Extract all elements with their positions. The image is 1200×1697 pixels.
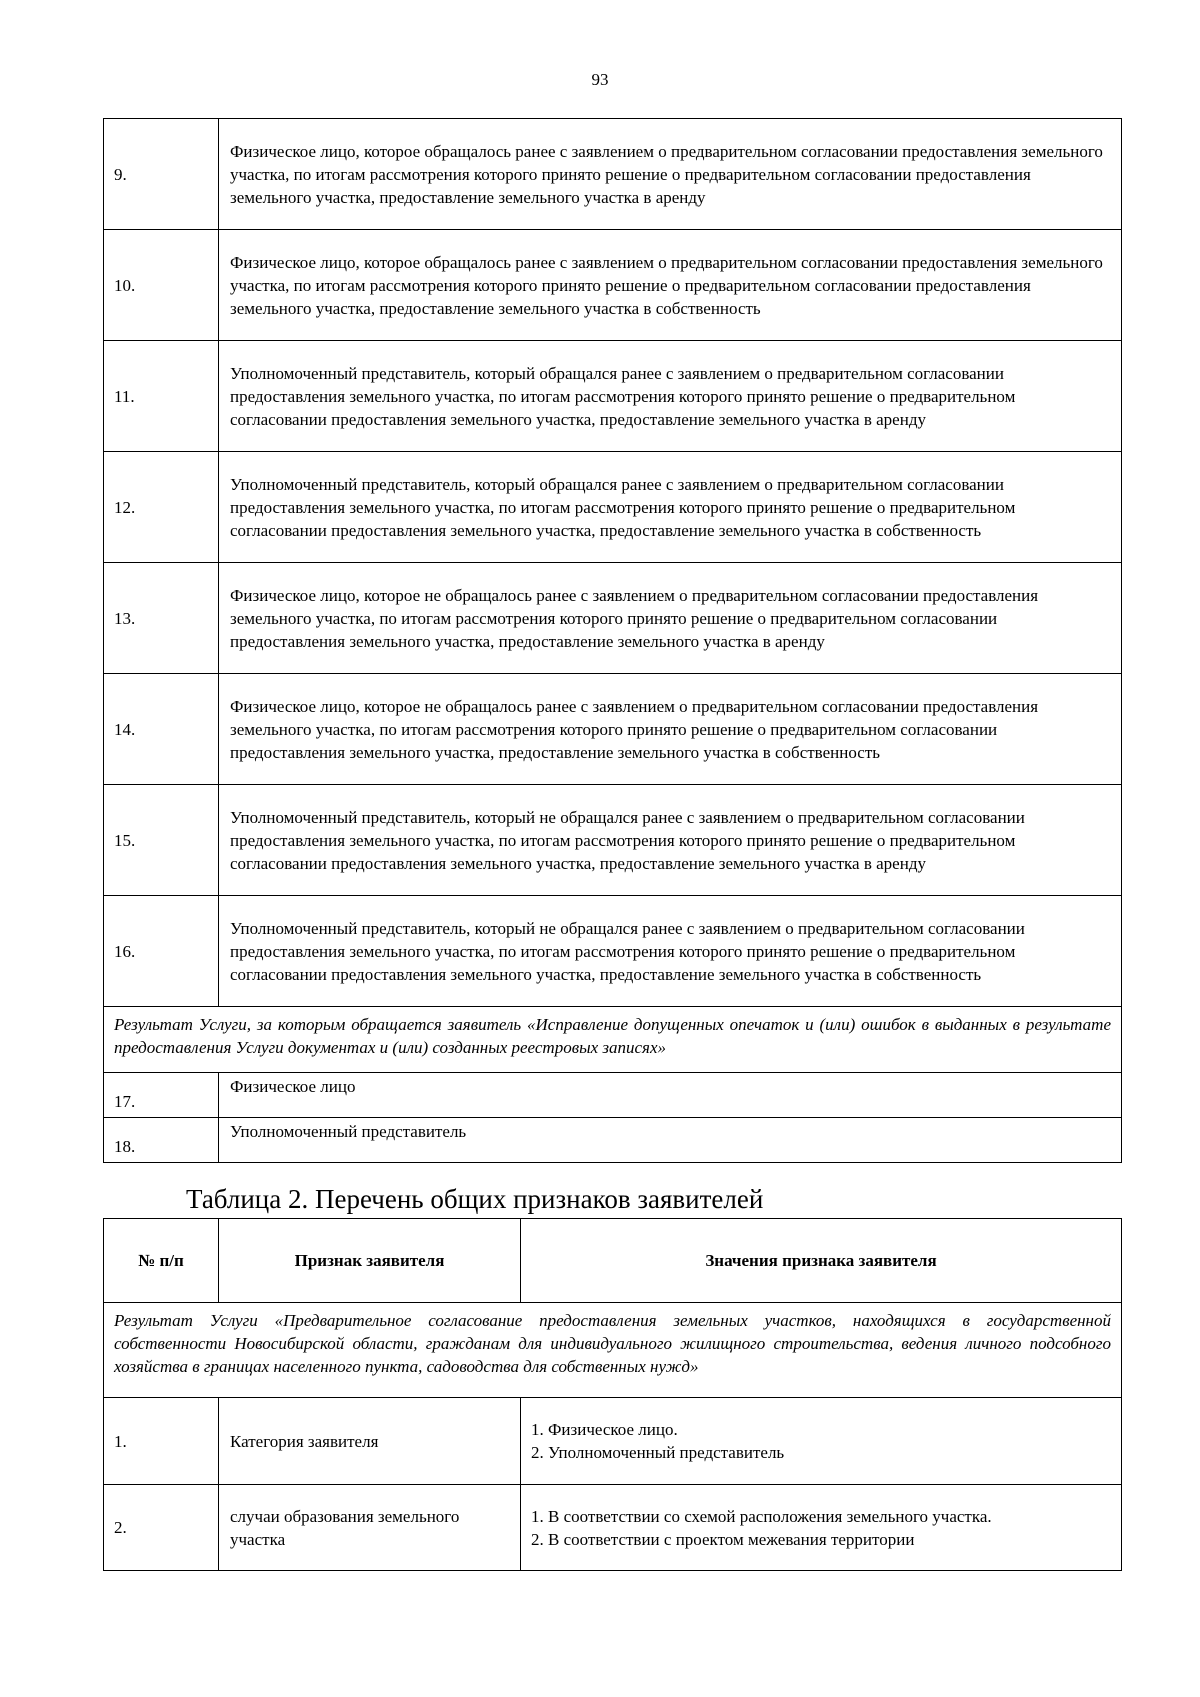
row-description: Физическое лицо, которое не обращалось ранее с заявлением о предварительном согласовании предоставления земельного участка, по итогам рассмотрения которого принято решение о предварительном согласовании предоставления земельного участка, предоставление земельного участка в собственность [219,674,1122,785]
table-row [104,119,1122,230]
table-row [104,230,1122,341]
row-number: 14. [104,674,219,785]
row-description: Физическое лицо, которое обращалось ранее с заявлением о предварительном согласовании предоставления земельного участка, по итогам рассмотрения которого принято решение о предварительном согласовании предоставления земельного участка, предоставление земельного участка в аренду [219,119,1122,230]
table-row [104,1118,1122,1163]
column-header-number: № п/п [104,1219,219,1303]
section-row [104,1303,1122,1398]
row-number: 10. [104,230,219,341]
attribute-value: 1. В соответствии со схемой расположения земельного участка. [531,1506,992,1526]
row-number: 18. [104,1118,219,1163]
row-number: 12. [104,452,219,563]
row-description: Физическое лицо, которое обращалось ранее с заявлением о предварительном согласовании предоставления земельного участка, по итогам рассмотрения которого принято решение о предварительном согласовании предоставления земельного участка, предоставление земельного участка в собственность [219,230,1122,341]
column-header-attribute: Признак заявителя [219,1219,521,1303]
section-result-title: Результат Услуги, за которым обращается заявитель «Исправление допущенных опечаток и (или) ошибок в выданных в результате предоставления Услуги документах и (или) созданных реестровых записях» [104,1007,1122,1073]
row-description: Уполномоченный представитель, который обращался ранее с заявлением о предварительном согласовании предоставления земельного участка, по итогам рассмотрения которого принято решение о предварительном согласовании предоставления земельного участка, предоставление земельного участка в собственность [219,452,1122,563]
applicants-table-continued [103,118,1122,1163]
row-description: Физическое лицо, которое не обращалось ранее с заявлением о предварительном согласовании предоставления земельного участка, по итогам рассмотрения которого принято решение о предварительном согласовании предоставления земельного участка, предоставление земельного участка в аренду [219,563,1122,674]
row-number: 15. [104,785,219,896]
row-number: 11. [104,341,219,452]
attribute-name: случаи образования земельного участка [219,1485,521,1571]
row-number: 13. [104,563,219,674]
row-number: 9. [104,119,219,230]
row-number: 1. [104,1398,219,1485]
section-row [104,1007,1122,1073]
table-row [104,341,1122,452]
table-row [104,785,1122,896]
attribute-name: Категория заявителя [219,1398,521,1485]
table-header-row [104,1219,1122,1303]
table-row [104,452,1122,563]
row-description: Уполномоченный представитель [219,1118,1122,1163]
row-description: Уполномоченный представитель, который не обращался ранее с заявлением о предварительном согласовании предоставления земельного участка, по итогам рассмотрения которого принято решение о предварительном согласовании предоставления земельного участка, предоставление земельного участка в аренду [219,785,1122,896]
applicant-attributes-table [103,1218,1122,1571]
column-header-values: Значения признака заявителя [521,1219,1122,1303]
row-number: 17. [104,1073,219,1118]
page-number: 93 [591,70,609,89]
section-result-title: Результат Услуги «Предварительное согласование предоставления земельных участков, находящихся в государственной собственности Новосибирской области, гражданам для индивидуального жилищного строительства, ведения личного подсобного хозяйства в границах населенного пункта, садоводства для собственных нужд» [104,1303,1122,1398]
attribute-value: 2. Уполномоченный представитель [531,1443,785,1462]
table2-title: Таблица 2. Перечень общих признаков заявителей [186,1184,764,1214]
attribute-value: 1. Физическое лицо. [531,1420,678,1439]
attribute-value: 2. В соответствии с проектом межевания территории [531,1529,915,1549]
row-number: 16. [104,896,219,1007]
row-description: Уполномоченный представитель, который обращался ранее с заявлением о предварительном согласовании предоставления земельного участка, по итогам рассмотрения которого принято решение о предварительном согласовании предоставления земельного участка, предоставление земельного участка в аренду [219,341,1122,452]
table-row [104,1398,1122,1485]
table-row [104,896,1122,1007]
table-row [104,563,1122,674]
row-description: Физическое лицо [219,1073,1122,1118]
table-row [104,1485,1122,1571]
attribute-values [521,1398,1122,1485]
table-row [104,674,1122,785]
table-row [104,1073,1122,1118]
row-number: 2. [104,1485,219,1571]
row-description: Уполномоченный представитель, который не обращался ранее с заявлением о предварительном согласовании предоставления земельного участка, по итогам рассмотрения которого принято решение о предварительном согласовании предоставления земельного участка, предоставление земельного участка в собственность [219,896,1122,1007]
attribute-values [521,1485,1122,1571]
